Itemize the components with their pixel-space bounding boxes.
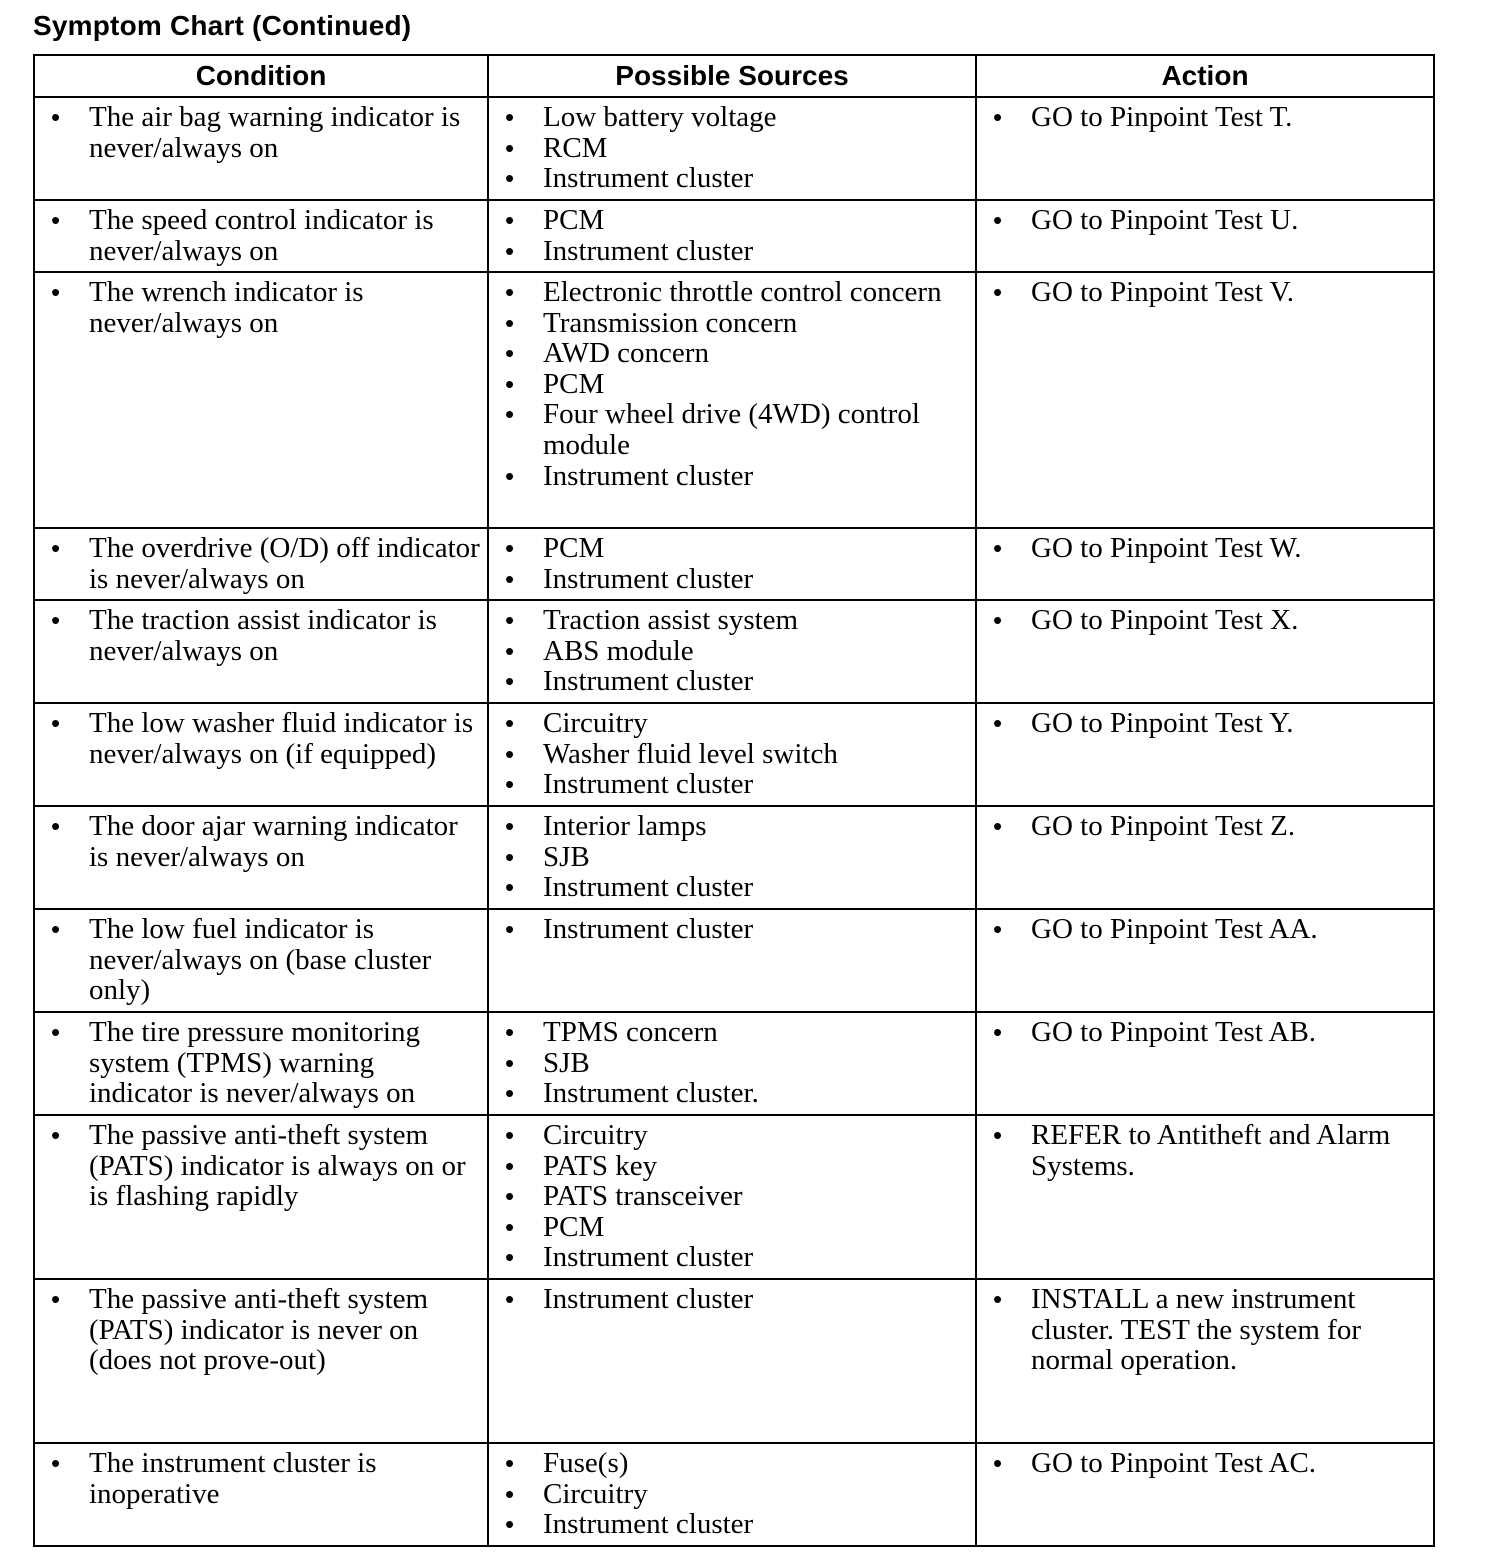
condition-text: • The passive anti-theft system (PATS) indicator is always on or is flashing rapidly — [43, 1120, 481, 1212]
table-row — [34, 200, 1434, 272]
source-item: • Instrument cluster. — [497, 1078, 969, 1109]
source-item: • PATS key — [497, 1151, 969, 1182]
table-body — [34, 97, 1434, 1546]
table-row — [34, 1012, 1434, 1115]
condition-text: • The passive anti-theft system (PATS) indicator is never on (does not prove-out) — [43, 1284, 481, 1376]
action-cell — [976, 600, 1434, 703]
source-item: • Instrument cluster — [497, 769, 969, 800]
source-item: • Instrument cluster — [497, 564, 969, 595]
source-item: • SJB — [497, 842, 969, 873]
source-item: • PATS transceiver — [497, 1181, 969, 1212]
possible-sources-cell — [488, 1279, 976, 1443]
action-text: • GO to Pinpoint Test AC. — [985, 1448, 1427, 1479]
source-item: • Instrument cluster — [497, 872, 969, 903]
source-item: • Instrument cluster — [497, 666, 969, 697]
condition-cell — [34, 806, 488, 909]
condition-cell — [34, 200, 488, 272]
source-item: • Transmission concern — [497, 308, 969, 339]
action-cell — [976, 97, 1434, 200]
action-text: • REFER to Antitheft and Alarm Systems. — [985, 1120, 1427, 1181]
possible-sources-cell — [488, 1443, 976, 1546]
action-text: • GO to Pinpoint Test Y. — [985, 708, 1427, 739]
source-item: • Instrument cluster — [497, 1509, 969, 1540]
action-cell — [976, 703, 1434, 806]
header-action: Action — [976, 55, 1434, 97]
source-item: • AWD concern — [497, 338, 969, 369]
table-row — [34, 528, 1434, 600]
table-row — [34, 1443, 1434, 1546]
possible-sources-cell — [488, 528, 976, 600]
source-item: • Instrument cluster — [497, 236, 969, 267]
source-item: • Instrument cluster — [497, 461, 969, 492]
action-cell — [976, 1115, 1434, 1279]
condition-cell — [34, 1443, 488, 1546]
possible-sources-cell — [488, 200, 976, 272]
table-row — [34, 97, 1434, 200]
source-item: • Four wheel drive (4WD) control module — [497, 399, 969, 460]
condition-text: • The low washer fluid indicator is never/always on (if equipped) — [43, 708, 481, 769]
action-cell — [976, 1443, 1434, 1546]
table-row — [34, 1115, 1434, 1279]
condition-text: • The tire pressure monitoring system (TPMS) warning indicator is never/always on — [43, 1017, 481, 1109]
action-cell — [976, 528, 1434, 600]
source-item: • SJB — [497, 1048, 969, 1079]
action-text: • GO to Pinpoint Test V. — [985, 277, 1427, 308]
source-item: • TPMS concern — [497, 1017, 969, 1048]
possible-sources-cell — [488, 600, 976, 703]
condition-cell — [34, 703, 488, 806]
source-item: • PCM — [497, 533, 969, 564]
condition-text: • The low fuel indicator is never/always on (base cluster only) — [43, 914, 481, 1006]
action-text: • GO to Pinpoint Test U. — [985, 205, 1427, 236]
action-text: • GO to Pinpoint Test W. — [985, 533, 1427, 564]
table-header-row — [34, 55, 1434, 97]
table-row — [34, 600, 1434, 703]
action-text: • GO to Pinpoint Test X. — [985, 605, 1427, 636]
source-item: • PCM — [497, 1212, 969, 1243]
possible-sources-cell — [488, 1115, 976, 1279]
table-row — [34, 703, 1434, 806]
source-item: • PCM — [497, 369, 969, 400]
symptom-chart-table — [33, 54, 1435, 1547]
condition-cell — [34, 1115, 488, 1279]
source-item: • ABS module — [497, 636, 969, 667]
action-text: • GO to Pinpoint Test T. — [985, 102, 1427, 133]
condition-cell — [34, 1012, 488, 1115]
source-item: • Instrument cluster — [497, 163, 969, 194]
action-cell — [976, 806, 1434, 909]
source-item: • Instrument cluster — [497, 1242, 969, 1273]
condition-text: • The overdrive (O/D) off indicator is never/always on — [43, 533, 481, 594]
possible-sources-cell — [488, 1012, 976, 1115]
possible-sources-cell — [488, 272, 976, 528]
table-row — [34, 272, 1434, 528]
condition-cell — [34, 272, 488, 528]
condition-text: • The wrench indicator is never/always on — [43, 277, 481, 338]
source-item: • Traction assist system — [497, 605, 969, 636]
source-item: • PCM — [497, 205, 969, 236]
table-row — [34, 1279, 1434, 1443]
condition-cell — [34, 909, 488, 1012]
source-item: • Circuitry — [497, 708, 969, 739]
header-possible-sources: Possible Sources — [488, 55, 976, 97]
action-cell — [976, 909, 1434, 1012]
table-row — [34, 909, 1434, 1012]
source-item: • RCM — [497, 133, 969, 164]
page-title: Symptom Chart (Continued) — [33, 10, 412, 41]
source-item: • Low battery voltage — [497, 102, 969, 133]
header-condition: Condition — [34, 55, 488, 97]
condition-cell — [34, 600, 488, 703]
condition-text: • The speed control indicator is never/always on — [43, 205, 481, 266]
action-cell — [976, 1279, 1434, 1443]
condition-text: • The instrument cluster is inoperative — [43, 1448, 481, 1509]
source-item: • Washer fluid level switch — [497, 739, 969, 770]
possible-sources-cell — [488, 703, 976, 806]
condition-cell — [34, 97, 488, 200]
source-item: • Electronic throttle control concern — [497, 277, 969, 308]
condition-text: • The door ajar warning indicator is never/always on — [43, 811, 481, 872]
condition-text: • The air bag warning indicator is never/always on — [43, 102, 481, 163]
source-item: • Circuitry — [497, 1479, 969, 1510]
source-item: • Circuitry — [497, 1120, 969, 1151]
action-cell — [976, 272, 1434, 528]
source-item: • Instrument cluster — [497, 1284, 969, 1315]
condition-cell — [34, 1279, 488, 1443]
possible-sources-cell — [488, 97, 976, 200]
action-text: • GO to Pinpoint Test AA. — [985, 914, 1427, 945]
table-row — [34, 806, 1434, 909]
possible-sources-cell — [488, 806, 976, 909]
action-cell — [976, 200, 1434, 272]
source-item: • Fuse(s) — [497, 1448, 969, 1479]
possible-sources-cell — [488, 909, 976, 1012]
source-item: • Instrument cluster — [497, 914, 969, 945]
action-cell — [976, 1012, 1434, 1115]
action-text: • GO to Pinpoint Test AB. — [985, 1017, 1427, 1048]
source-item: • Interior lamps — [497, 811, 969, 842]
action-text: • INSTALL a new instrument cluster. TEST the system for normal operation. — [985, 1284, 1427, 1376]
condition-text: • The traction assist indicator is never/always on — [43, 605, 481, 666]
condition-cell — [34, 528, 488, 600]
action-text: • GO to Pinpoint Test Z. — [985, 811, 1427, 842]
